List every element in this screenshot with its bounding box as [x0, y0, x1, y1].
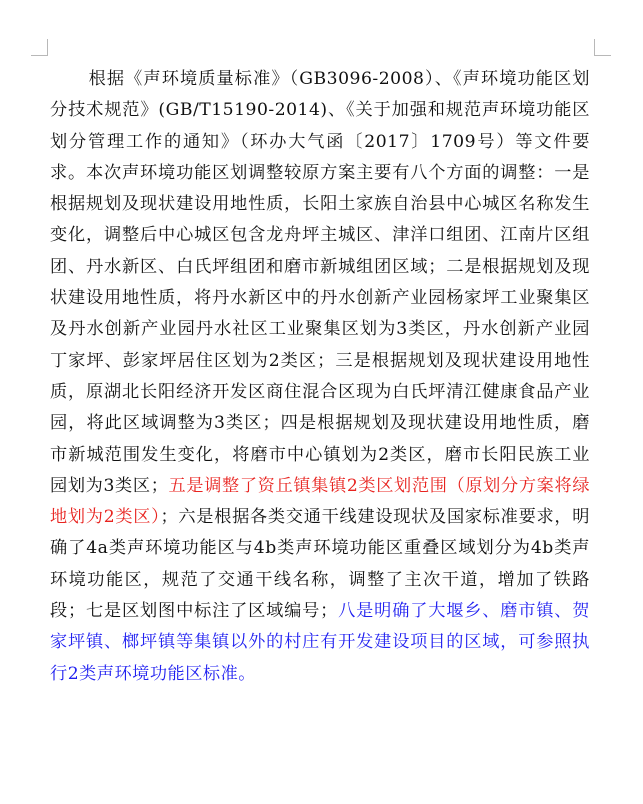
page-corner-mark-top-left — [31, 39, 48, 56]
text-segment-highlight-red: 五是调整了资丘镇集镇2类区划范围（原划分方案将绿地划为2类区） — [50, 475, 591, 528]
text-segment-body: 根据《声环境质量标准》（GB3096-2008）、《声环境功能区划分技术规范》(GB/T15190-2014)、《关于加强和规范声环境功能区划分管理工作的通知》（环办大气函〔2017〕1709号）等文件要求。本次声环境功能区划调整较原方案主要有八个方面的调整：一是根据规划及现状建设用地性质，长阳土家族自治县中心城区名称发生变化，调整后中心城区包含龙舟坪主城区、津洋口组团、江南片区组团、丹水新区、白氏坪组团和磨市新城组团区域；二是根据规划及现状建设用地性质，将丹水新区中的丹水创新产业园杨家坪工业聚集区及丹水创新产业园丹水社区工业聚集区划为3类区，丹水创新产业园丁家坪、彭家坪居住区划为2类区；三是根据规划及现状建设用地性质，原湖北长阳经济开发区商住混合区现为白氏坪清江健康食品产业园，将此区域调整为3类区；四是根据规划及现状建设用地性质，磨市新城范围发生变化，将磨市中心镇划为2类区，磨市长阳民族工业园划为3类区； — [50, 69, 590, 496]
document-body — [50, 64, 590, 690]
text-segment-body-2: ；六是根据各类交通干线建设现状及国家标准要求，明确了4a类声环境功能区与4b类声环境功能区重叠区域划分为4b类声环境功能区，规范了交通干线名称，调整了主次干道，增加了铁路段；七是区划图中标注了区域编号； — [50, 507, 590, 622]
text-segment-highlight-blue: 八是明确了大堰乡、磨市镇、贺家坪镇、榔坪镇等集镇以外的村庄有开发建设项目的区域，可参照执行2类声环境功能区标准。 — [50, 601, 590, 684]
paragraph — [50, 64, 590, 690]
page-corner-mark-top-right — [594, 39, 611, 56]
